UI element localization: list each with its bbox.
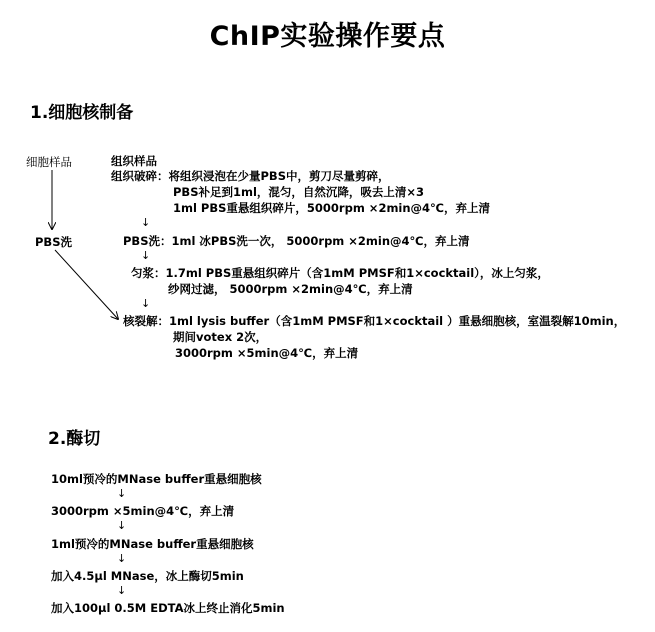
section-1-heading: 1.细胞核制备 (30, 103, 134, 123)
homogenize-line-1: 匀浆：1.7ml PBS重悬组织碎片（含1mM PMSF和1×cocktail），冰上匀浆， (131, 266, 549, 280)
section-2-heading: 2.酶切 (48, 429, 101, 449)
lysis-line-3: 3000rpm ×5min@4℃，弃上清 (175, 346, 359, 360)
digestion-step-5: 加入100μl 0.5M EDTA冰上终止消化5min (51, 601, 285, 615)
digestion-step-3: 1ml预冷的MNase buffer重悬细胞核 (51, 537, 254, 551)
down-arrow-icon: ↓ (141, 297, 151, 310)
down-arrow-icon: ↓ (117, 519, 127, 532)
down-arrow-icon: ↓ (141, 249, 151, 262)
down-arrow-icon: ↓ (117, 552, 127, 565)
tissue-disruption-line-2: PBS补足到1ml，混匀，自然沉降，吸去上清×3 (173, 185, 425, 199)
pbs-wash-label: PBS洗 (35, 235, 72, 249)
cell-sample-label: 细胞样品 (26, 155, 72, 169)
homogenize-line-2: 纱网过滤， 5000rpm ×2min@4℃，弃上清 (168, 282, 413, 296)
pbs-to-lysis-arrow (55, 250, 118, 319)
down-arrow-icon: ↓ (117, 487, 127, 500)
digestion-step-2: 3000rpm ×5min@4℃，弃上清 (51, 504, 235, 518)
down-arrow-icon: ↓ (141, 216, 151, 229)
digestion-step-4: 加入4.5μl MNase，冰上酶切5min (51, 569, 244, 583)
pbs-wash-step: PBS洗：1ml 冰PBS洗一次， 5000rpm ×2min@4℃，弃上清 (123, 234, 470, 248)
digestion-step-1: 10ml预冷的MNase buffer重悬细胞核 (51, 472, 262, 486)
tissue-disruption-line-3: 1ml PBS重悬组织碎片，5000rpm ×2min@4℃，弃上清 (173, 201, 490, 215)
lysis-line-1: 核裂解：1ml lysis buffer（含1mM PMSF和1×cocktail ）重悬细胞核，室温裂解10min， (123, 314, 626, 328)
page-title: ChIP实验操作要点 (209, 21, 446, 52)
down-arrow-icon: ↓ (117, 584, 127, 597)
tissue-sample-label: 组织样品 (111, 154, 157, 168)
tissue-disruption-line-1: 组织破碎：将组织浸泡在少量PBS中，剪刀尽量剪碎， (111, 169, 390, 183)
lysis-line-2: 期间votex 2次， (173, 330, 268, 344)
